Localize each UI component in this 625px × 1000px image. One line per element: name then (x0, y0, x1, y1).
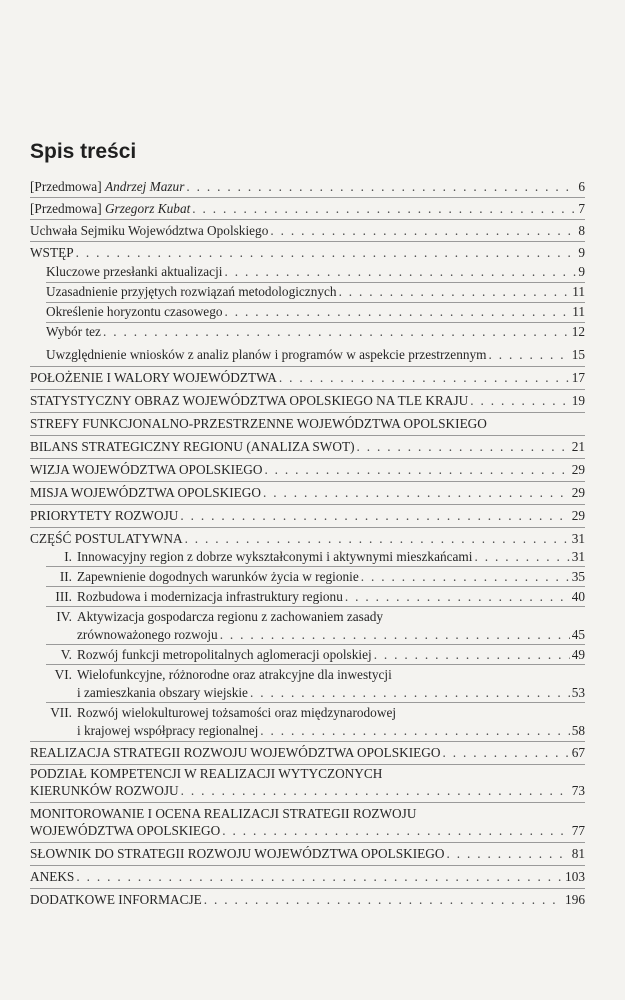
toc-title: Wielofunkcyjne, różnorodne oraz atrakcyjne dla inwestycji (77, 667, 392, 682)
toc-entry[interactable] (30, 745, 585, 761)
toc-entry[interactable] (30, 439, 585, 455)
leader-dots (442, 745, 569, 761)
toc-title: PRIORYTETY ROZWOJU (30, 508, 179, 523)
leader-dots (76, 869, 563, 885)
toc-page: 49 (571, 647, 585, 662)
toc-title: Zapewnienie dogodnych warunków życia w regionie (77, 569, 359, 584)
toc-entry[interactable] (30, 869, 585, 885)
leader-dots (374, 647, 570, 663)
leader-dots (345, 589, 570, 605)
toc-page: 8 (578, 223, 585, 238)
divider (30, 458, 585, 459)
toc-title: Rozwój wielokulturowej tożsamości oraz międzynarodowej (77, 705, 397, 720)
divider (30, 412, 585, 413)
toc-subentry[interactable] (30, 705, 585, 721)
toc-page: 53 (571, 685, 585, 700)
toc-title: Uwzględnienie wniosków z analiz planów i programów w aspekcie przestrzennym (46, 347, 487, 362)
divider (46, 302, 585, 303)
leader-dots (250, 685, 570, 701)
toc-page: 45 (571, 627, 585, 642)
divider (46, 664, 585, 665)
toc-page: 11 (572, 304, 585, 319)
toc-number: IV. (56, 609, 72, 624)
divider (30, 764, 585, 765)
toc-subentry[interactable] (30, 667, 585, 683)
toc-entry[interactable] (30, 416, 585, 432)
toc-title: MONITOROWANIE I OCENA REALIZACJI STRATEGII ROZWOJU (30, 806, 417, 821)
divider (30, 865, 585, 866)
toc-entry[interactable] (30, 201, 585, 217)
leader-dots (447, 846, 570, 862)
divider (30, 481, 585, 482)
toc-page: 31 (571, 549, 585, 564)
toc-title: Określenie horyzontu czasowego (46, 304, 223, 319)
toc-page: 7 (578, 201, 585, 216)
toc-entry[interactable] (30, 393, 585, 409)
toc-entry-continuation[interactable] (30, 823, 585, 839)
toc-number: VI. (54, 667, 72, 682)
leader-dots (357, 439, 570, 455)
toc-title: STREFY FUNKCJONALNO-PRZESTRZENNE WOJEWÓDZTWA OPOLSKIEGO (30, 416, 487, 431)
toc-entry-continuation[interactable] (30, 783, 585, 799)
toc-subentry[interactable] (30, 569, 585, 585)
divider (30, 389, 585, 390)
toc-title-continuation: i zamieszkania obszary wiejskie (77, 685, 248, 700)
toc-title-continuation: zrównoważonego rozwoju (77, 627, 218, 642)
toc-subentry[interactable] (30, 549, 585, 565)
divider (30, 888, 585, 889)
toc-page: 73 (571, 783, 585, 798)
toc-title: CZĘŚĆ POSTULATYWNA (30, 531, 183, 546)
toc-subentry[interactable] (46, 347, 585, 363)
toc-title: WIZJA WOJEWÓDZTWA OPOLSKIEGO (30, 462, 263, 477)
divider (30, 527, 585, 528)
toc-page: 17 (571, 370, 585, 385)
leader-dots (270, 223, 576, 239)
toc-page: 58 (571, 723, 585, 738)
toc-title: MISJA WOJEWÓDZTWA OPOLSKIEGO (30, 485, 261, 500)
toc-title: Rozbudowa i modernizacja infrastruktury regionu (77, 589, 343, 604)
toc-number: VII. (50, 705, 72, 720)
toc-title: Uzasadnienie przyjętych rozwiązań metodologicznych (46, 284, 337, 299)
leader-dots (264, 462, 569, 478)
toc-page: 67 (571, 745, 585, 760)
toc-title: DODATKOWE INFORMACJE (30, 892, 202, 907)
toc-entry[interactable] (30, 508, 585, 524)
toc-title: POŁOŻENIE I WALORY WOJEWÓDZTWA (30, 370, 277, 385)
toc-subentry[interactable] (46, 324, 585, 340)
page-title: Spis treści (30, 140, 137, 163)
toc-author: Grzegorz Kubat (104, 201, 191, 216)
toc-entry[interactable] (30, 223, 585, 239)
divider (46, 566, 585, 567)
toc-number: II. (59, 569, 72, 584)
toc-subentry[interactable] (46, 304, 585, 320)
toc-number: I. (64, 549, 72, 564)
leader-dots (470, 393, 569, 409)
toc-subentry[interactable] (30, 589, 585, 605)
toc-entry[interactable] (30, 766, 585, 782)
toc-title-continuation: KIERUNKÓW ROZWOJU (30, 783, 179, 798)
toc-entry[interactable] (30, 531, 585, 547)
divider (46, 586, 585, 587)
toc-number: III. (55, 589, 72, 604)
divider (30, 504, 585, 505)
leader-dots (181, 783, 570, 799)
toc-page: 11 (572, 284, 585, 299)
toc-entry[interactable] (30, 462, 585, 478)
divider (30, 241, 585, 242)
toc-page: 9 (578, 264, 585, 279)
toc-page: 29 (571, 485, 585, 500)
leader-dots (186, 179, 576, 195)
divider (30, 842, 585, 843)
divider (30, 435, 585, 436)
leader-dots (180, 508, 569, 524)
toc-page: 35 (571, 569, 585, 584)
toc-author: Andrzej Mazur (104, 179, 185, 194)
toc-subentry-continuation[interactable] (77, 685, 585, 701)
leader-dots (260, 723, 569, 739)
leader-dots (185, 531, 570, 547)
toc-subentry[interactable] (30, 647, 585, 663)
toc-page: 15 (571, 347, 585, 362)
divider (30, 366, 585, 367)
divider (46, 606, 585, 607)
toc-subentry-continuation[interactable] (77, 627, 585, 643)
leader-dots (103, 324, 570, 340)
leader-dots (361, 569, 570, 585)
divider (46, 702, 585, 703)
toc-title: Uchwała Sejmiku Województwa Opolskiego (30, 223, 269, 238)
toc-subentry[interactable] (30, 609, 585, 625)
toc-prefix: [Przedmowa] (30, 179, 105, 194)
toc-subentry[interactable] (46, 284, 585, 300)
toc-page: 21 (571, 439, 585, 454)
leader-dots (263, 485, 570, 501)
toc-page: 29 (571, 508, 585, 523)
leader-dots (279, 370, 570, 386)
divider (46, 322, 585, 323)
leader-dots (192, 201, 576, 217)
leader-dots (224, 264, 576, 280)
leader-dots (222, 823, 570, 839)
leader-dots (76, 245, 577, 261)
toc-title: Innowacyjny region z dobrze wykształconymi i aktywnymi mieszkańcami (77, 549, 473, 564)
toc-page: 6 (578, 179, 585, 194)
toc-title: Wybór tez (46, 324, 101, 339)
toc-page: 19 (571, 393, 585, 408)
toc-entry[interactable] (30, 485, 585, 501)
toc-entry[interactable] (30, 806, 585, 822)
leader-dots (225, 304, 571, 320)
toc-number: V. (60, 647, 72, 662)
toc-entry[interactable] (30, 370, 585, 386)
divider (30, 197, 585, 198)
leader-dots (220, 627, 570, 643)
toc-title: STATYSTYCZNY OBRAZ WOJEWÓDZTWA OPOLSKIEGO NA TLE KRAJU (30, 393, 469, 408)
toc-title: BILANS STRATEGICZNY REGIONU (ANALIZA SWOT) (30, 439, 355, 454)
toc-title-continuation: i krajowej współpracy regionalnej (77, 723, 259, 738)
toc-title: WSTĘP (30, 245, 74, 260)
toc-title: Aktywizacja gospodarcza regionu z zachowaniem zasady (77, 609, 384, 624)
toc-entry[interactable] (30, 846, 585, 862)
toc-page: 77 (571, 823, 585, 838)
toc-title: REALIZACJA STRATEGII ROZWOJU WOJEWÓDZTWA OPOLSKIEGO (30, 745, 441, 760)
divider (46, 282, 585, 283)
toc-entry[interactable] (30, 245, 585, 261)
divider (46, 644, 585, 645)
toc-prefix: [Przedmowa] (30, 201, 105, 216)
divider (30, 219, 585, 220)
toc-title-continuation: WOJEWÓDZTWA OPOLSKIEGO (30, 823, 221, 838)
divider (30, 802, 585, 803)
toc-title: Rozwój funkcji metropolitalnych aglomeracji opolskiej (77, 647, 372, 662)
toc-page: 196 (565, 892, 585, 907)
toc-title: SŁOWNIK DO STRATEGII ROZWOJU WOJEWÓDZTWA OPOLSKIEGO (30, 846, 445, 861)
leader-dots (474, 549, 569, 565)
toc-title: ANEKS (30, 869, 75, 884)
toc-page: 40 (571, 589, 585, 604)
leader-dots (489, 347, 570, 363)
toc-page: 9 (578, 245, 585, 260)
toc-page: 81 (571, 846, 585, 861)
toc-page: 103 (565, 869, 585, 884)
toc-page: 12 (571, 324, 585, 339)
toc-title: Kluczowe przesłanki aktualizacji (46, 264, 223, 279)
toc-subentry-continuation[interactable] (77, 723, 585, 739)
toc-page: 31 (571, 531, 585, 546)
toc-subentry[interactable] (46, 264, 585, 280)
divider (30, 741, 585, 742)
leader-dots (204, 892, 563, 908)
toc-entry[interactable] (30, 179, 585, 195)
toc-entry[interactable] (30, 892, 585, 908)
toc-title: PODZIAŁ KOMPETENCJI W REALIZACJI WYTYCZONYCH (30, 766, 383, 781)
leader-dots (339, 284, 571, 300)
toc-page: 29 (571, 462, 585, 477)
